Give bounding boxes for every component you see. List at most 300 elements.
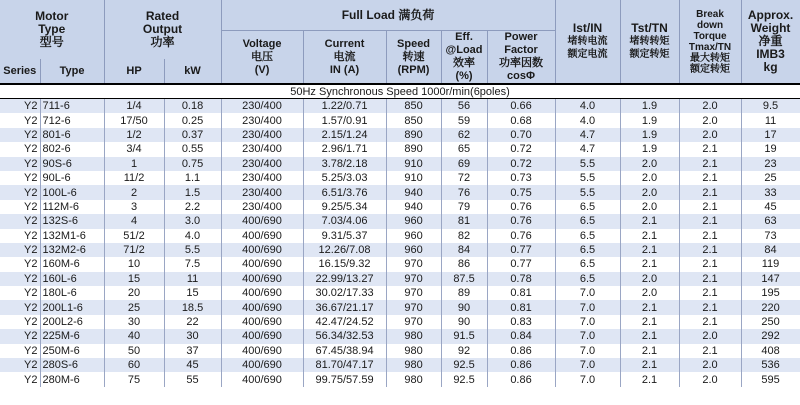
cell-voltage: 400/690 bbox=[221, 257, 303, 271]
cell-eff: 72 bbox=[441, 171, 487, 185]
cell-voltage: 230/400 bbox=[221, 142, 303, 156]
cell-type: 160M-6 bbox=[40, 257, 104, 271]
cell-kw: 3.0 bbox=[164, 214, 221, 228]
cell-speed: 960 bbox=[386, 243, 441, 257]
cell-kw: 30 bbox=[164, 329, 221, 343]
cell-ist: 7.0 bbox=[555, 315, 620, 329]
cell-voltage: 230/400 bbox=[221, 200, 303, 214]
cell-weight: 147 bbox=[741, 272, 800, 286]
header-eff-cn: 效率 bbox=[453, 57, 476, 69]
cell-weight: 119 bbox=[741, 257, 800, 271]
header-type: Type bbox=[40, 59, 104, 84]
cell-tmax: 2.1 bbox=[679, 272, 741, 286]
cell-pf: 0.77 bbox=[487, 257, 555, 271]
cell-tmax: 2.1 bbox=[679, 315, 741, 329]
cell-current: 99.75/57.59 bbox=[303, 372, 386, 386]
cell-voltage: 230/400 bbox=[221, 185, 303, 199]
cell-weight: 63 bbox=[741, 214, 800, 228]
header-weight-en: Approx. Weight bbox=[747, 8, 794, 35]
cell-weight: 195 bbox=[741, 286, 800, 300]
header-current bbox=[303, 31, 386, 85]
cell-eff: 82 bbox=[441, 229, 487, 243]
cell-pf: 0.83 bbox=[487, 315, 555, 329]
cell-series: Y2 bbox=[0, 185, 40, 199]
cell-kw: 5.5 bbox=[164, 243, 221, 257]
cell-series: Y2 bbox=[0, 113, 40, 127]
table-row bbox=[0, 214, 800, 228]
header-rated-output-en: Rated Output bbox=[142, 9, 183, 36]
cell-hp: 3 bbox=[104, 200, 164, 214]
cell-tmax: 2.1 bbox=[679, 200, 741, 214]
cell-tst: 2.0 bbox=[620, 157, 679, 171]
cell-ist: 7.0 bbox=[555, 344, 620, 358]
cell-ist: 6.5 bbox=[555, 243, 620, 257]
cell-current: 9.31/5.37 bbox=[303, 229, 386, 243]
cell-weight: 250 bbox=[741, 315, 800, 329]
cell-speed: 980 bbox=[386, 344, 441, 358]
cell-speed: 970 bbox=[386, 257, 441, 271]
header-breakdown-en: Break down Torque Tmax/TN bbox=[688, 8, 732, 53]
header-current-unit: IN (A) bbox=[329, 63, 360, 76]
cell-speed: 970 bbox=[386, 300, 441, 314]
cell-tst: 2.0 bbox=[620, 200, 679, 214]
cell-kw: 15 bbox=[164, 286, 221, 300]
cell-eff: 90 bbox=[441, 300, 487, 314]
cell-eff: 69 bbox=[441, 157, 487, 171]
table-row bbox=[0, 185, 800, 199]
cell-current: 16.15/9.32 bbox=[303, 257, 386, 271]
cell-ist: 4.0 bbox=[555, 99, 620, 114]
cell-series: Y2 bbox=[0, 372, 40, 386]
cell-kw: 7.5 bbox=[164, 257, 221, 271]
header-pf-cn: 功率因数 bbox=[499, 57, 544, 69]
frequency-note: 50Hz Synchronous Speed 1000r/min(6poles) bbox=[0, 84, 800, 99]
cell-tst: 1.9 bbox=[620, 142, 679, 156]
cell-hp: 50 bbox=[104, 344, 164, 358]
cell-pf: 0.76 bbox=[487, 200, 555, 214]
cell-eff: 65 bbox=[441, 142, 487, 156]
cell-hp: 15 bbox=[104, 272, 164, 286]
cell-current: 42.47/24.52 bbox=[303, 315, 386, 329]
cell-type: 250M-6 bbox=[40, 344, 104, 358]
header-tst bbox=[620, 0, 679, 84]
cell-type: 280S-6 bbox=[40, 358, 104, 372]
cell-eff: 87.5 bbox=[441, 272, 487, 286]
cell-voltage: 400/690 bbox=[221, 372, 303, 386]
cell-tst: 2.1 bbox=[620, 243, 679, 257]
cell-type: 225M-6 bbox=[40, 329, 104, 343]
cell-voltage: 230/400 bbox=[221, 113, 303, 127]
cell-hp: 25 bbox=[104, 300, 164, 314]
header-speed-en: Speed bbox=[397, 37, 431, 50]
cell-hp: 60 bbox=[104, 358, 164, 372]
cell-ist: 5.5 bbox=[555, 157, 620, 171]
cell-kw: 4.0 bbox=[164, 229, 221, 243]
cell-voltage: 400/690 bbox=[221, 329, 303, 343]
header-kw: kW bbox=[164, 59, 221, 84]
header-current-cn: 电流 bbox=[333, 50, 356, 63]
cell-type: 100L-6 bbox=[40, 185, 104, 199]
cell-speed: 850 bbox=[386, 113, 441, 127]
cell-pf: 0.78 bbox=[487, 272, 555, 286]
cell-type: 712-6 bbox=[40, 113, 104, 127]
table-row bbox=[0, 113, 800, 127]
table-row bbox=[0, 329, 800, 343]
table-row bbox=[0, 372, 800, 386]
cell-ist: 4.7 bbox=[555, 142, 620, 156]
header-motor-type-cn: 型号 bbox=[39, 35, 64, 49]
cell-tmax: 2.0 bbox=[679, 329, 741, 343]
cell-weight: 536 bbox=[741, 358, 800, 372]
cell-ist: 4.7 bbox=[555, 128, 620, 142]
cell-pf: 0.84 bbox=[487, 329, 555, 343]
cell-type: 132M1-6 bbox=[40, 229, 104, 243]
cell-pf: 0.81 bbox=[487, 300, 555, 314]
cell-tmax: 2.1 bbox=[679, 257, 741, 271]
cell-tmax: 2.1 bbox=[679, 185, 741, 199]
table-row bbox=[0, 99, 800, 114]
cell-voltage: 400/690 bbox=[221, 315, 303, 329]
cell-current: 6.51/3.76 bbox=[303, 185, 386, 199]
cell-kw: 18.5 bbox=[164, 300, 221, 314]
cell-pf: 0.76 bbox=[487, 214, 555, 228]
cell-hp: 17/50 bbox=[104, 113, 164, 127]
cell-hp: 51/2 bbox=[104, 229, 164, 243]
cell-ist: 4.0 bbox=[555, 113, 620, 127]
cell-voltage: 400/690 bbox=[221, 300, 303, 314]
cell-voltage: 400/690 bbox=[221, 229, 303, 243]
cell-series: Y2 bbox=[0, 142, 40, 156]
cell-weight: 84 bbox=[741, 243, 800, 257]
cell-current: 1.57/0.91 bbox=[303, 113, 386, 127]
header-breakdown bbox=[679, 0, 741, 84]
cell-eff: 81 bbox=[441, 214, 487, 228]
cell-tmax: 2.0 bbox=[679, 372, 741, 386]
cell-voltage: 400/690 bbox=[221, 358, 303, 372]
cell-tmax: 2.1 bbox=[679, 142, 741, 156]
cell-tst: 2.1 bbox=[620, 315, 679, 329]
cell-kw: 0.75 bbox=[164, 157, 221, 171]
header-eff-en: Eff. @Load bbox=[445, 31, 483, 56]
cell-weight: 33 bbox=[741, 185, 800, 199]
table-row bbox=[0, 272, 800, 286]
cell-speed: 940 bbox=[386, 200, 441, 214]
cell-speed: 970 bbox=[386, 286, 441, 300]
cell-weight: 9.5 bbox=[741, 99, 800, 114]
cell-type: 112M-6 bbox=[40, 200, 104, 214]
cell-hp: 11/2 bbox=[104, 171, 164, 185]
cell-tst: 2.1 bbox=[620, 214, 679, 228]
cell-eff: 56 bbox=[441, 99, 487, 114]
cell-series: Y2 bbox=[0, 229, 40, 243]
header-voltage bbox=[221, 31, 303, 85]
cell-hp: 2 bbox=[104, 185, 164, 199]
cell-voltage: 230/400 bbox=[221, 157, 303, 171]
cell-voltage: 400/690 bbox=[221, 243, 303, 257]
cell-ist: 6.5 bbox=[555, 200, 620, 214]
cell-type: 90S-6 bbox=[40, 157, 104, 171]
cell-ist: 6.5 bbox=[555, 272, 620, 286]
cell-weight: 408 bbox=[741, 344, 800, 358]
cell-ist: 6.5 bbox=[555, 229, 620, 243]
cell-ist: 6.5 bbox=[555, 214, 620, 228]
cell-series: Y2 bbox=[0, 128, 40, 142]
cell-series: Y2 bbox=[0, 358, 40, 372]
cell-tmax: 2.1 bbox=[679, 157, 741, 171]
cell-weight: 73 bbox=[741, 229, 800, 243]
cell-tst: 1.9 bbox=[620, 113, 679, 127]
cell-series: Y2 bbox=[0, 315, 40, 329]
cell-tmax: 2.1 bbox=[679, 229, 741, 243]
cell-tst: 2.1 bbox=[620, 372, 679, 386]
cell-hp: 75 bbox=[104, 372, 164, 386]
cell-current: 22.99/13.27 bbox=[303, 272, 386, 286]
cell-weight: 595 bbox=[741, 372, 800, 386]
cell-pf: 0.72 bbox=[487, 142, 555, 156]
header-eff bbox=[441, 31, 487, 85]
cell-series: Y2 bbox=[0, 257, 40, 271]
cell-pf: 0.76 bbox=[487, 229, 555, 243]
cell-ist: 7.0 bbox=[555, 329, 620, 343]
cell-ist: 5.5 bbox=[555, 171, 620, 185]
cell-speed: 970 bbox=[386, 272, 441, 286]
header-rated-output-cn: 功率 bbox=[150, 35, 175, 49]
cell-weight: 292 bbox=[741, 329, 800, 343]
table-row bbox=[0, 300, 800, 314]
cell-eff: 90 bbox=[441, 315, 487, 329]
cell-tst: 1.9 bbox=[620, 128, 679, 142]
header-hp: HP bbox=[104, 59, 164, 84]
header-speed-cn: 转速 bbox=[402, 50, 425, 63]
cell-pf: 0.86 bbox=[487, 358, 555, 372]
table-row bbox=[0, 128, 800, 142]
header-motor-type bbox=[0, 0, 104, 59]
cell-type: 160L-6 bbox=[40, 272, 104, 286]
cell-kw: 11 bbox=[164, 272, 221, 286]
cell-voltage: 230/400 bbox=[221, 99, 303, 114]
cell-pf: 0.72 bbox=[487, 157, 555, 171]
header-breakdown-cn: 最大转矩 额定转矩 bbox=[690, 52, 731, 75]
cell-hp: 1/2 bbox=[104, 128, 164, 142]
cell-speed: 910 bbox=[386, 171, 441, 185]
table-row bbox=[0, 315, 800, 329]
cell-voltage: 230/400 bbox=[221, 128, 303, 142]
cell-current: 81.70/47.17 bbox=[303, 358, 386, 372]
cell-series: Y2 bbox=[0, 200, 40, 214]
header-ist bbox=[555, 0, 620, 84]
cell-series: Y2 bbox=[0, 243, 40, 257]
cell-voltage: 400/690 bbox=[221, 344, 303, 358]
cell-type: 180L-6 bbox=[40, 286, 104, 300]
cell-kw: 22 bbox=[164, 315, 221, 329]
cell-current: 5.25/3.03 bbox=[303, 171, 386, 185]
table-row bbox=[0, 243, 800, 257]
cell-series: Y2 bbox=[0, 286, 40, 300]
cell-hp: 40 bbox=[104, 329, 164, 343]
table-row bbox=[0, 229, 800, 243]
cell-current: 2.15/1.24 bbox=[303, 128, 386, 142]
cell-type: 711-6 bbox=[40, 99, 104, 114]
cell-speed: 850 bbox=[386, 99, 441, 114]
cell-hp: 10 bbox=[104, 257, 164, 271]
header-tst-cn: 堵转转矩 额定转矩 bbox=[629, 36, 670, 60]
table-row bbox=[0, 344, 800, 358]
cell-ist: 6.5 bbox=[555, 257, 620, 271]
cell-weight: 25 bbox=[741, 171, 800, 185]
cell-pf: 0.66 bbox=[487, 99, 555, 114]
cell-speed: 960 bbox=[386, 214, 441, 228]
cell-type: 132S-6 bbox=[40, 214, 104, 228]
cell-tst: 2.1 bbox=[620, 358, 679, 372]
cell-tst: 2.0 bbox=[620, 171, 679, 185]
cell-speed: 980 bbox=[386, 358, 441, 372]
cell-ist: 5.5 bbox=[555, 185, 620, 199]
cell-kw: 1.1 bbox=[164, 171, 221, 185]
cell-current: 67.45/38.94 bbox=[303, 344, 386, 358]
cell-type: 801-6 bbox=[40, 128, 104, 142]
header-ist-cn: 堵转电流 额定电流 bbox=[567, 36, 608, 60]
cell-tst: 2.0 bbox=[620, 185, 679, 199]
cell-pf: 0.77 bbox=[487, 243, 555, 257]
cell-speed: 890 bbox=[386, 142, 441, 156]
cell-tmax: 2.1 bbox=[679, 344, 741, 358]
table-body bbox=[0, 84, 800, 387]
cell-type: 280M-6 bbox=[40, 372, 104, 386]
cell-kw: 0.37 bbox=[164, 128, 221, 142]
cell-kw: 55 bbox=[164, 372, 221, 386]
cell-voltage: 400/690 bbox=[221, 272, 303, 286]
cell-current: 1.22/0.71 bbox=[303, 99, 386, 114]
header-pf-unit: cosΦ bbox=[507, 70, 536, 82]
header-weight-unit: IMB3 kg bbox=[756, 47, 785, 74]
cell-series: Y2 bbox=[0, 157, 40, 171]
header-full-load: Full Load 满负荷 bbox=[221, 0, 555, 31]
cell-tst: 2.1 bbox=[620, 300, 679, 314]
cell-pf: 0.81 bbox=[487, 286, 555, 300]
cell-tst: 1.9 bbox=[620, 99, 679, 114]
cell-ist: 7.0 bbox=[555, 372, 620, 386]
header-series: Series bbox=[0, 59, 40, 84]
cell-tst: 2.0 bbox=[620, 272, 679, 286]
cell-hp: 20 bbox=[104, 286, 164, 300]
cell-eff: 76 bbox=[441, 185, 487, 199]
cell-speed: 980 bbox=[386, 329, 441, 343]
cell-pf: 0.70 bbox=[487, 128, 555, 142]
cell-speed: 960 bbox=[386, 229, 441, 243]
cell-eff: 92.5 bbox=[441, 372, 487, 386]
cell-eff: 92 bbox=[441, 344, 487, 358]
cell-kw: 0.25 bbox=[164, 113, 221, 127]
cell-weight: 220 bbox=[741, 300, 800, 314]
cell-tmax: 2.1 bbox=[679, 300, 741, 314]
header-rated-output bbox=[104, 0, 221, 59]
cell-pf: 0.86 bbox=[487, 372, 555, 386]
cell-hp: 71/2 bbox=[104, 243, 164, 257]
cell-pf: 0.73 bbox=[487, 171, 555, 185]
cell-tmax: 2.1 bbox=[679, 286, 741, 300]
cell-type: 200L1-6 bbox=[40, 300, 104, 314]
table-row bbox=[0, 171, 800, 185]
header-tst-en: Tst/TN bbox=[631, 21, 668, 35]
header-speed bbox=[386, 31, 441, 85]
cell-voltage: 400/690 bbox=[221, 286, 303, 300]
cell-series: Y2 bbox=[0, 214, 40, 228]
cell-eff: 86 bbox=[441, 257, 487, 271]
cell-eff: 59 bbox=[441, 113, 487, 127]
cell-series: Y2 bbox=[0, 300, 40, 314]
cell-ist: 7.0 bbox=[555, 286, 620, 300]
cell-type: 90L-6 bbox=[40, 171, 104, 185]
cell-current: 30.02/17.33 bbox=[303, 286, 386, 300]
cell-pf: 0.75 bbox=[487, 185, 555, 199]
cell-series: Y2 bbox=[0, 344, 40, 358]
cell-tmax: 2.0 bbox=[679, 358, 741, 372]
cell-series: Y2 bbox=[0, 99, 40, 114]
cell-weight: 19 bbox=[741, 142, 800, 156]
cell-type: 200L2-6 bbox=[40, 315, 104, 329]
cell-current: 9.25/5.34 bbox=[303, 200, 386, 214]
header-ist-en: Ist/IN bbox=[572, 21, 603, 35]
cell-tmax: 2.0 bbox=[679, 113, 741, 127]
cell-eff: 89 bbox=[441, 286, 487, 300]
cell-current: 56.34/32.53 bbox=[303, 329, 386, 343]
header-current-en: Current bbox=[324, 37, 365, 50]
cell-tmax: 2.1 bbox=[679, 214, 741, 228]
cell-kw: 1.5 bbox=[164, 185, 221, 199]
table-row bbox=[0, 142, 800, 156]
cell-tst: 2.1 bbox=[620, 344, 679, 358]
cell-eff: 62 bbox=[441, 128, 487, 142]
cell-kw: 2.2 bbox=[164, 200, 221, 214]
cell-tst: 2.0 bbox=[620, 286, 679, 300]
cell-series: Y2 bbox=[0, 272, 40, 286]
cell-type: 802-6 bbox=[40, 142, 104, 156]
table-row bbox=[0, 358, 800, 372]
cell-speed: 970 bbox=[386, 315, 441, 329]
cell-pf: 0.68 bbox=[487, 113, 555, 127]
cell-weight: 11 bbox=[741, 113, 800, 127]
cell-current: 7.03/4.06 bbox=[303, 214, 386, 228]
cell-eff: 91.5 bbox=[441, 329, 487, 343]
cell-kw: 0.55 bbox=[164, 142, 221, 156]
cell-tst: 2.1 bbox=[620, 229, 679, 243]
cell-tst: 2.1 bbox=[620, 329, 679, 343]
cell-kw: 37 bbox=[164, 344, 221, 358]
table-row bbox=[0, 200, 800, 214]
cell-tst: 2.1 bbox=[620, 257, 679, 271]
cell-eff: 92.5 bbox=[441, 358, 487, 372]
cell-current: 36.67/21.17 bbox=[303, 300, 386, 314]
table-header bbox=[0, 0, 800, 84]
cell-speed: 910 bbox=[386, 157, 441, 171]
cell-hp: 4 bbox=[104, 214, 164, 228]
header-voltage-cn: 电压 bbox=[251, 50, 274, 63]
cell-tmax: 2.1 bbox=[679, 243, 741, 257]
header-pf-en: Power Factor bbox=[504, 31, 538, 56]
header-voltage-en: Voltage bbox=[242, 37, 282, 50]
cell-hp: 1/4 bbox=[104, 99, 164, 114]
header-motor-type-en: Motor Type bbox=[35, 9, 69, 36]
header-eff-unit: (%) bbox=[455, 70, 473, 82]
cell-eff: 84 bbox=[441, 243, 487, 257]
cell-speed: 980 bbox=[386, 372, 441, 386]
cell-tmax: 2.1 bbox=[679, 171, 741, 185]
cell-weight: 23 bbox=[741, 157, 800, 171]
cell-current: 12.26/7.08 bbox=[303, 243, 386, 257]
table-row bbox=[0, 257, 800, 271]
cell-weight: 17 bbox=[741, 128, 800, 142]
cell-tmax: 2.0 bbox=[679, 128, 741, 142]
